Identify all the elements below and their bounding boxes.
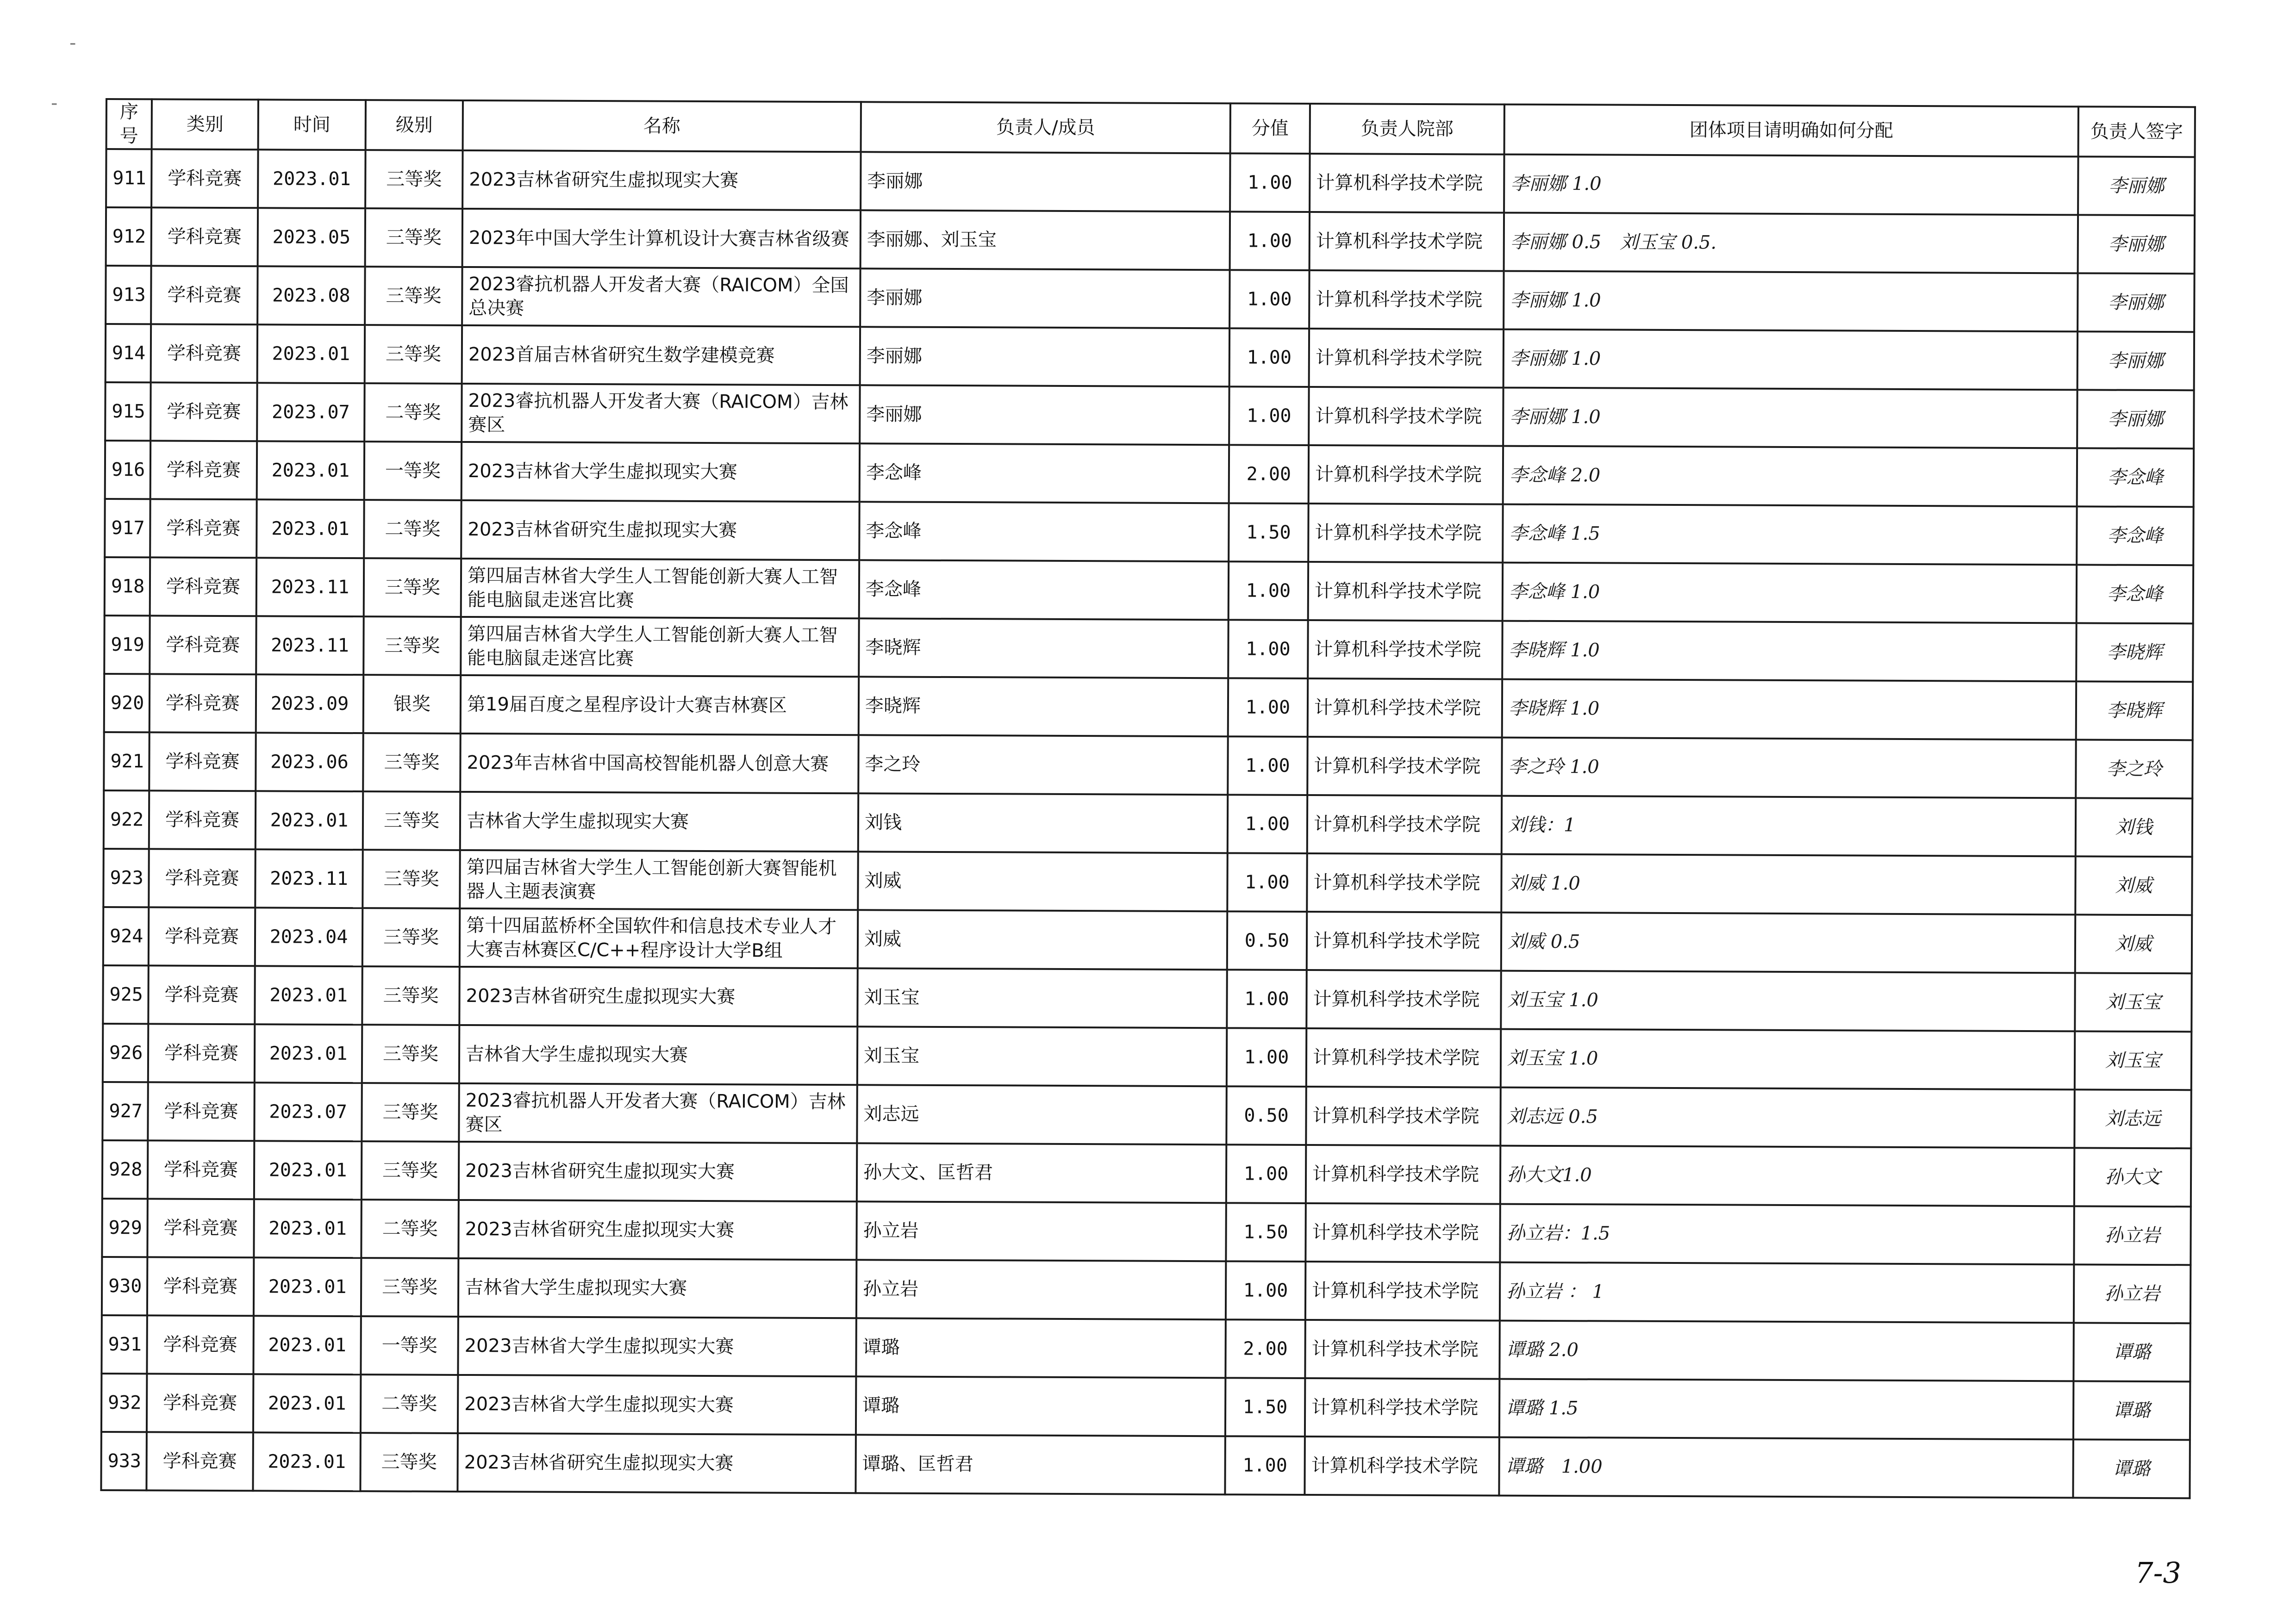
handwritten-signature: 李丽娜 bbox=[2077, 390, 2194, 448]
table-row bbox=[103, 849, 2192, 915]
cell-no: 923 bbox=[103, 849, 149, 907]
cell-dept: 计算机科学技术学院 bbox=[1305, 1320, 1499, 1379]
table-row bbox=[106, 149, 2195, 215]
cell-name: 2023吉林省大学生虚拟现实大赛 bbox=[462, 442, 860, 502]
cell-no: 928 bbox=[102, 1140, 148, 1199]
table-row bbox=[104, 616, 2193, 682]
cell-score: 1.00 bbox=[1230, 211, 1310, 270]
cell-level: 二等奖 bbox=[361, 1374, 458, 1433]
cell-name: 2023睿抗机器人开发者大赛（RAICOM）吉林赛区 bbox=[459, 1083, 857, 1143]
cell-dept: 计算机科学技术学院 bbox=[1307, 912, 1501, 971]
handwritten-signature: 孙立岩 bbox=[2074, 1206, 2190, 1265]
table-row bbox=[104, 790, 2192, 857]
cell-name: 2023年中国大学生计算机设计大赛吉林省级赛 bbox=[462, 209, 861, 268]
cell-person: 李念峰 bbox=[859, 502, 1229, 561]
cell-date: 2023.01 bbox=[254, 1199, 361, 1258]
cell-no: 930 bbox=[102, 1257, 147, 1315]
cell-score: 1.00 bbox=[1229, 328, 1309, 387]
cell-name: 第四届吉林省大学生人工智能创新大赛智能机器人主题表演赛 bbox=[460, 850, 858, 910]
cell-name: 吉林省大学生虚拟现实大赛 bbox=[459, 1025, 857, 1085]
cell-date: 2023.07 bbox=[257, 383, 364, 442]
header-category: 类别 bbox=[152, 99, 258, 149]
cell-name: 2023睿抗机器人开发者大赛（RAICOM）全国总决赛 bbox=[462, 267, 860, 327]
cell-level: 三等奖 bbox=[363, 733, 460, 792]
cell-score: 1.00 bbox=[1227, 853, 1307, 912]
cell-person: 李之玲 bbox=[858, 735, 1228, 795]
cell-dept: 计算机科学技术学院 bbox=[1304, 1436, 1499, 1496]
cell-no: 915 bbox=[105, 382, 150, 441]
cell-level: 一等奖 bbox=[364, 442, 462, 500]
cell-person: 刘志远 bbox=[857, 1085, 1226, 1144]
cell-date: 2023.08 bbox=[257, 266, 365, 325]
handwritten-allocation: 李晓辉 1.0 bbox=[1502, 679, 2076, 740]
cell-level: 三等奖 bbox=[365, 150, 462, 209]
cell-dept: 计算机科学技术学院 bbox=[1309, 270, 1504, 330]
handwritten-signature: 刘钱 bbox=[2076, 798, 2192, 857]
table-row bbox=[104, 732, 2192, 798]
table-row bbox=[102, 1082, 2191, 1148]
cell-level: 三等奖 bbox=[362, 850, 460, 908]
cell-score: 1.00 bbox=[1229, 270, 1309, 329]
table-row bbox=[103, 965, 2191, 1032]
handwritten-signature: 李晓辉 bbox=[2076, 623, 2193, 682]
cell-category: 学科竞赛 bbox=[148, 965, 255, 1024]
handwritten-allocation: 谭璐 1.00 bbox=[1499, 1437, 2073, 1498]
cell-date: 2023.06 bbox=[256, 733, 363, 791]
cell-no: 921 bbox=[104, 732, 149, 790]
cell-date: 2023.01 bbox=[257, 441, 364, 500]
header-dept: 负责人院部 bbox=[1310, 104, 1504, 155]
cell-name: 第四届吉林省大学生人工智能创新大赛人工智能电脑鼠走迷宫比赛 bbox=[461, 559, 859, 618]
cell-person: 孙立岩 bbox=[856, 1260, 1226, 1319]
handwritten-allocation: 谭璐 2.0 bbox=[1499, 1321, 2073, 1381]
handwritten-signature: 刘威 bbox=[2075, 856, 2192, 915]
cell-no: 926 bbox=[103, 1024, 148, 1082]
header-sign: 负责人签字 bbox=[2078, 106, 2195, 157]
cell-person: 孙大文、匡哲君 bbox=[857, 1143, 1226, 1203]
cell-person: 刘钱 bbox=[858, 793, 1228, 853]
cell-person: 谭璐 bbox=[856, 1376, 1225, 1436]
cell-dept: 计算机科学技术学院 bbox=[1307, 737, 1502, 796]
cell-date: 2023.11 bbox=[255, 849, 362, 908]
cell-date: 2023.05 bbox=[258, 208, 365, 267]
scan-artifact: - bbox=[69, 32, 76, 54]
cell-date: 2023.01 bbox=[253, 1432, 360, 1491]
cell-level: 二等奖 bbox=[364, 500, 461, 559]
cell-score: 1.00 bbox=[1228, 620, 1308, 678]
cell-date: 2023.01 bbox=[258, 149, 365, 208]
table-row bbox=[106, 324, 2194, 390]
cell-level: 银奖 bbox=[363, 675, 461, 734]
cell-category: 学科竞赛 bbox=[150, 499, 256, 558]
cell-level: 一等奖 bbox=[361, 1316, 458, 1375]
cell-score: 1.00 bbox=[1225, 1436, 1304, 1495]
cell-person: 李丽娜 bbox=[860, 385, 1229, 445]
cell-score: 1.50 bbox=[1225, 1378, 1305, 1436]
handwritten-signature: 李丽娜 bbox=[2078, 215, 2195, 274]
cell-no: 918 bbox=[105, 557, 150, 616]
award-table bbox=[100, 98, 2196, 1499]
handwritten-allocation: 刘威 1.0 bbox=[1501, 854, 2075, 915]
handwritten-signature: 李念峰 bbox=[2077, 448, 2194, 507]
handwritten-signature: 谭璐 bbox=[2073, 1323, 2190, 1381]
cell-dept: 计算机科学技术学院 bbox=[1307, 795, 1502, 854]
table-row bbox=[102, 1140, 2191, 1206]
cell-no: 925 bbox=[103, 965, 148, 1024]
cell-dept: 计算机科学技术学院 bbox=[1306, 970, 1501, 1029]
cell-person: 刘玉宝 bbox=[857, 968, 1227, 1028]
cell-category: 学科竞赛 bbox=[147, 1257, 254, 1316]
cell-name: 2023吉林省研究生虚拟现实大赛 bbox=[461, 500, 859, 560]
cell-name: 2023吉林省研究生虚拟现实大赛 bbox=[457, 1433, 855, 1493]
cell-score: 1.00 bbox=[1226, 1261, 1305, 1320]
cell-score: 1.00 bbox=[1227, 1028, 1306, 1087]
cell-dept: 计算机科学技术学院 bbox=[1309, 445, 1503, 504]
cell-score: 1.00 bbox=[1226, 1144, 1306, 1203]
cell-date: 2023.01 bbox=[256, 499, 364, 558]
cell-dept: 计算机科学技术学院 bbox=[1305, 1378, 1499, 1437]
cell-level: 三等奖 bbox=[362, 966, 459, 1025]
cell-date: 2023.01 bbox=[256, 791, 363, 850]
cell-name: 2023吉林省研究生虚拟现实大赛 bbox=[459, 1142, 857, 1201]
cell-person: 李晓辉 bbox=[859, 677, 1228, 736]
cell-score: 1.50 bbox=[1229, 503, 1308, 562]
cell-category: 学科竞赛 bbox=[147, 1315, 253, 1374]
cell-dept: 计算机科学技术学院 bbox=[1310, 154, 1504, 213]
header-score: 分值 bbox=[1230, 103, 1310, 154]
handwritten-signature: 谭璐 bbox=[2073, 1439, 2190, 1498]
cell-date: 2023.01 bbox=[254, 1141, 362, 1200]
page-number: 7-3 bbox=[2135, 1556, 2181, 1590]
cell-dept: 计算机科学技术学院 bbox=[1306, 1087, 1500, 1146]
cell-date: 2023.01 bbox=[253, 1316, 361, 1374]
cell-no: 933 bbox=[101, 1432, 146, 1490]
cell-score: 1.00 bbox=[1228, 795, 1307, 853]
table-row bbox=[104, 674, 2193, 740]
handwritten-signature: 李丽娜 bbox=[2078, 273, 2194, 332]
cell-score: 1.00 bbox=[1229, 386, 1309, 445]
cell-level: 三等奖 bbox=[362, 908, 460, 967]
handwritten-allocation: 刘威 0.5 bbox=[1501, 913, 2075, 973]
handwritten-allocation: 李念峰 2.0 bbox=[1503, 446, 2077, 507]
cell-score: 1.00 bbox=[1229, 561, 1308, 620]
cell-category: 学科竞赛 bbox=[147, 1199, 254, 1257]
cell-category: 学科竞赛 bbox=[149, 907, 255, 966]
cell-dept: 计算机科学技术学院 bbox=[1306, 1145, 1500, 1204]
table-row bbox=[105, 382, 2194, 448]
handwritten-signature: 李念峰 bbox=[2077, 506, 2193, 565]
handwritten-allocation: 刘玉宝 1.0 bbox=[1501, 1029, 2075, 1090]
handwritten-signature: 孙大文 bbox=[2074, 1148, 2191, 1206]
handwritten-allocation: 李念峰 1.5 bbox=[1503, 504, 2077, 565]
table-row bbox=[103, 1024, 2191, 1090]
cell-no: 932 bbox=[101, 1374, 147, 1432]
header-no: 序号 bbox=[106, 99, 152, 149]
header-date: 时间 bbox=[258, 99, 366, 150]
cell-category: 学科竞赛 bbox=[147, 1374, 253, 1432]
handwritten-signature: 刘威 bbox=[2075, 914, 2192, 973]
cell-dept: 计算机科学技术学院 bbox=[1305, 1262, 1500, 1321]
cell-no: 931 bbox=[101, 1315, 147, 1374]
handwritten-allocation: 李丽娜 1.0 bbox=[1504, 330, 2078, 390]
cell-level: 三等奖 bbox=[365, 325, 462, 384]
cell-level: 三等奖 bbox=[363, 616, 461, 675]
handwritten-signature: 谭璐 bbox=[2073, 1381, 2190, 1440]
cell-level: 二等奖 bbox=[361, 1200, 458, 1258]
cell-person: 谭璐、匡哲君 bbox=[855, 1435, 1225, 1494]
table-row bbox=[102, 1257, 2190, 1323]
cell-score: 1.00 bbox=[1230, 153, 1310, 212]
cell-no: 911 bbox=[106, 149, 151, 207]
cell-person: 李丽娜 bbox=[860, 327, 1229, 386]
cell-dept: 计算机科学技术学院 bbox=[1308, 562, 1503, 621]
handwritten-allocation: 孙立岩：1.5 bbox=[1500, 1204, 2074, 1265]
cell-category: 学科竞赛 bbox=[151, 266, 257, 324]
cell-person: 李丽娜、刘玉宝 bbox=[861, 210, 1230, 270]
handwritten-signature: 李丽娜 bbox=[2078, 156, 2195, 215]
cell-name: 2023吉林省研究生虚拟现实大赛 bbox=[458, 1200, 856, 1260]
cell-score: 2.00 bbox=[1225, 1319, 1305, 1378]
cell-level: 三等奖 bbox=[365, 267, 462, 325]
cell-category: 学科竞赛 bbox=[149, 849, 255, 908]
cell-name: 2023吉林省研究生虚拟现实大赛 bbox=[459, 967, 857, 1026]
cell-name: 2023吉林省研究生虚拟现实大赛 bbox=[462, 150, 861, 210]
table-row bbox=[106, 207, 2195, 274]
cell-score: 0.50 bbox=[1227, 911, 1307, 970]
cell-date: 2023.01 bbox=[257, 324, 365, 383]
table-row bbox=[101, 1315, 2190, 1381]
handwritten-allocation: 刘志远 0.5 bbox=[1500, 1088, 2074, 1148]
cell-dept: 计算机科学技术学院 bbox=[1306, 1028, 1501, 1088]
cell-person: 刘玉宝 bbox=[857, 1026, 1227, 1086]
cell-person: 李念峰 bbox=[860, 443, 1229, 503]
cell-no: 912 bbox=[106, 207, 151, 266]
cell-no: 924 bbox=[103, 907, 149, 965]
cell-person: 孙立岩 bbox=[856, 1201, 1226, 1261]
cell-category: 学科竞赛 bbox=[151, 207, 258, 266]
header-level: 级别 bbox=[366, 100, 463, 150]
cell-level: 三等奖 bbox=[362, 1083, 459, 1142]
handwritten-signature: 李晓辉 bbox=[2076, 681, 2193, 740]
cell-name: 吉林省大学生虚拟现实大赛 bbox=[460, 792, 858, 852]
cell-category: 学科竞赛 bbox=[148, 1024, 255, 1082]
cell-person: 刘威 bbox=[858, 852, 1227, 911]
cell-score: 2.00 bbox=[1229, 445, 1309, 504]
cell-no: 917 bbox=[105, 499, 150, 557]
cell-name: 第十四届蓝桥杯全国软件和信息技术专业人才大赛吉林赛区C/C++程序设计大学B组 bbox=[460, 908, 858, 968]
cell-no: 920 bbox=[104, 674, 150, 732]
handwritten-allocation: 刘玉宝 1.0 bbox=[1501, 971, 2075, 1032]
table-row bbox=[103, 907, 2192, 973]
cell-dept: 计算机科学技术学院 bbox=[1305, 1203, 1500, 1262]
cell-no: 922 bbox=[104, 790, 149, 849]
handwritten-allocation: 李丽娜 0.5 刘玉宝 0.5. bbox=[1504, 213, 2078, 274]
cell-no: 914 bbox=[106, 324, 151, 382]
cell-person: 李念峰 bbox=[859, 560, 1229, 620]
cell-no: 919 bbox=[104, 616, 150, 674]
cell-date: 2023.11 bbox=[256, 616, 363, 675]
scan-artifact: - bbox=[51, 93, 58, 114]
table-row bbox=[105, 557, 2193, 623]
header-person: 负责人/成员 bbox=[861, 102, 1230, 153]
cell-date: 2023.04 bbox=[255, 908, 362, 966]
cell-level: 三等奖 bbox=[364, 558, 461, 617]
cell-dept: 计算机科学技术学院 bbox=[1310, 212, 1504, 271]
cell-category: 学科竞赛 bbox=[150, 557, 256, 616]
cell-category: 学科竞赛 bbox=[151, 324, 257, 383]
cell-dept: 计算机科学技术学院 bbox=[1308, 620, 1502, 679]
table-header-row bbox=[106, 99, 2195, 157]
header-name: 名称 bbox=[463, 100, 861, 152]
cell-dept: 计算机科学技术学院 bbox=[1308, 504, 1503, 563]
cell-category: 学科竞赛 bbox=[151, 149, 258, 208]
cell-date: 2023.07 bbox=[254, 1082, 362, 1141]
cell-dept: 计算机科学技术学院 bbox=[1309, 387, 1503, 446]
cell-no: 916 bbox=[105, 441, 150, 499]
cell-dept: 计算机科学技术学院 bbox=[1308, 678, 1502, 738]
handwritten-allocation: 谭璐 1.5 bbox=[1499, 1379, 2073, 1440]
handwritten-signature: 刘玉宝 bbox=[2075, 1031, 2191, 1090]
cell-dept: 计算机科学技术学院 bbox=[1309, 329, 1504, 388]
cell-level: 三等奖 bbox=[363, 791, 460, 850]
cell-score: 0.50 bbox=[1226, 1086, 1306, 1145]
cell-date: 2023.01 bbox=[254, 1257, 361, 1316]
cell-category: 学科竞赛 bbox=[150, 441, 257, 499]
cell-category: 学科竞赛 bbox=[150, 616, 256, 674]
cell-score: 1.00 bbox=[1228, 678, 1308, 737]
handwritten-allocation: 李丽娜 1.0 bbox=[1504, 155, 2078, 215]
cell-level: 二等奖 bbox=[364, 383, 462, 442]
cell-level: 三等奖 bbox=[360, 1433, 457, 1492]
handwritten-allocation: 李念峰 1.0 bbox=[1503, 563, 2077, 623]
cell-category: 学科竞赛 bbox=[148, 1082, 254, 1141]
header-alloc: 团体项目请明确如何分配 bbox=[1504, 105, 2078, 157]
cell-person: 李丽娜 bbox=[861, 152, 1230, 211]
handwritten-signature: 刘志远 bbox=[2074, 1089, 2191, 1148]
cell-name: 第四届吉林省大学生人工智能创新大赛人工智能电脑鼠走迷宫比赛 bbox=[461, 617, 859, 677]
cell-name: 2023吉林省大学生虚拟现实大赛 bbox=[458, 1317, 856, 1376]
handwritten-allocation: 李丽娜 1.0 bbox=[1503, 388, 2077, 448]
cell-name: 2023年吉林省中国高校智能机器人创意大赛 bbox=[460, 734, 858, 793]
cell-date: 2023.01 bbox=[255, 1024, 362, 1083]
cell-date: 2023.09 bbox=[256, 674, 363, 733]
cell-person: 刘威 bbox=[858, 910, 1227, 970]
handwritten-allocation: 李晓辉 1.0 bbox=[1502, 621, 2076, 682]
table-row bbox=[101, 1374, 2190, 1440]
cell-level: 三等奖 bbox=[362, 1141, 459, 1200]
handwritten-signature: 李丽娜 bbox=[2078, 331, 2194, 390]
cell-category: 学科竞赛 bbox=[148, 1140, 254, 1199]
cell-name: 2023睿抗机器人开发者大赛（RAICOM）吉林赛区 bbox=[462, 384, 860, 443]
handwritten-allocation: 李之玲 1.0 bbox=[1502, 738, 2076, 798]
cell-no: 913 bbox=[106, 266, 151, 324]
cell-person: 李丽娜 bbox=[860, 268, 1229, 328]
cell-person: 李晓辉 bbox=[859, 618, 1228, 678]
cell-category: 学科竞赛 bbox=[150, 382, 257, 441]
handwritten-allocation: 孙大文1.0 bbox=[1500, 1146, 2074, 1206]
cell-name: 第19届百度之星程序设计大赛吉林赛区 bbox=[461, 675, 859, 735]
table-row bbox=[105, 499, 2193, 565]
handwritten-signature: 李之玲 bbox=[2076, 740, 2192, 798]
cell-score: 1.00 bbox=[1227, 970, 1306, 1028]
handwritten-allocation: 孙立岩 ： 1 bbox=[1500, 1262, 2074, 1323]
cell-category: 学科竞赛 bbox=[149, 732, 256, 791]
table-row bbox=[105, 441, 2194, 507]
cell-date: 2023.01 bbox=[253, 1374, 361, 1433]
cell-category: 学科竞赛 bbox=[150, 674, 256, 733]
table-row bbox=[101, 1432, 2190, 1498]
cell-name: 吉林省大学生虚拟现实大赛 bbox=[458, 1258, 856, 1318]
cell-no: 927 bbox=[102, 1082, 148, 1140]
cell-name: 2023首届吉林省研究生数学建模竞赛 bbox=[462, 325, 860, 385]
cell-score: 1.00 bbox=[1228, 736, 1307, 795]
cell-score: 1.50 bbox=[1226, 1203, 1305, 1262]
cell-category: 学科竞赛 bbox=[149, 790, 256, 849]
table-row bbox=[106, 266, 2194, 332]
cell-name: 2023吉林省大学生虚拟现实大赛 bbox=[458, 1375, 856, 1435]
handwritten-allocation: 李丽娜 1.0 bbox=[1504, 271, 2078, 332]
cell-date: 2023.01 bbox=[255, 966, 362, 1025]
handwritten-signature: 刘玉宝 bbox=[2075, 973, 2191, 1032]
table-row bbox=[102, 1199, 2190, 1265]
handwritten-allocation: 刘钱：1 bbox=[1502, 796, 2076, 857]
cell-level: 三等奖 bbox=[362, 1025, 459, 1083]
cell-level: 三等奖 bbox=[361, 1258, 458, 1317]
cell-no: 929 bbox=[102, 1199, 147, 1257]
cell-person: 谭璐 bbox=[856, 1318, 1225, 1378]
handwritten-signature: 孙立岩 bbox=[2074, 1264, 2190, 1323]
cell-date: 2023.11 bbox=[256, 558, 364, 616]
cell-dept: 计算机科学技术学院 bbox=[1307, 853, 1501, 913]
handwritten-signature: 李念峰 bbox=[2077, 565, 2193, 623]
cell-level: 三等奖 bbox=[365, 208, 462, 267]
cell-category: 学科竞赛 bbox=[146, 1432, 253, 1491]
